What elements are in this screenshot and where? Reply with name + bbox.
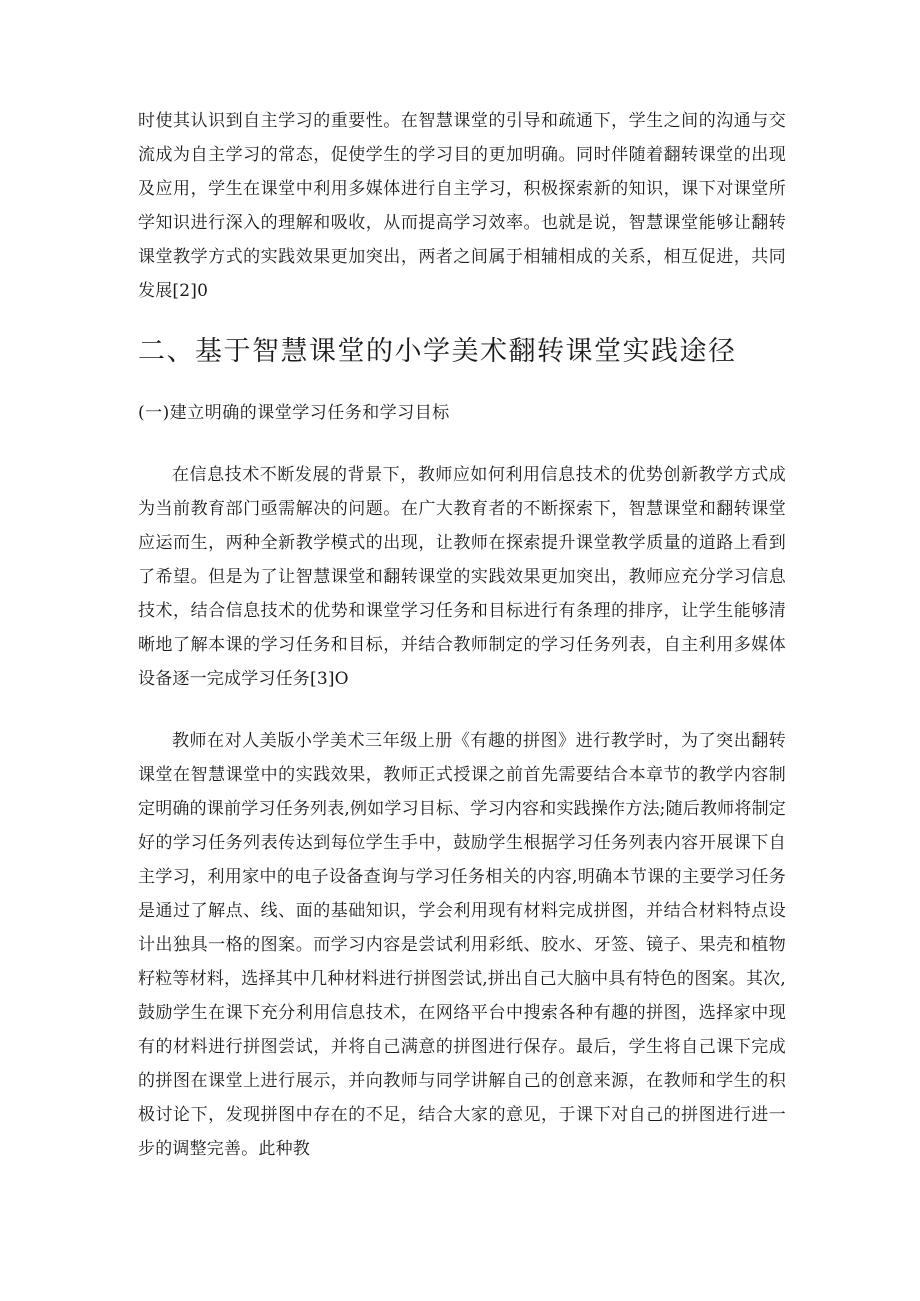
body-paragraph-1: 在信息技术不断发展的背景下，教师应如何利用信息技术的优势创新教学方式成为当前教育部门亟需解决的问题。在广大教育者的不断探索下，智慧课堂和翻转课堂应运而生，两种全新教学模式的出现，让教师在探索提升课堂教学质量的道路上看到了希望。但是为了让智慧课堂和翻转课堂的实践效果更加突出，教师应充分学习信息技术，结合信息技术的优势和课堂学习任务和目标进行有条理的排序，让学生能够清晰地了解本课的学习任务和目标，并结合教师制定的学习任务列表，自主利用多媒体设备逐一完成学习任务[3]O: [138, 465, 786, 689]
section-heading: 二、基于智慧课堂的小学美术翻转课堂实践途径: [138, 336, 737, 367]
document-page: [138, 104, 786, 1166]
body-paragraph-2: 教师在对人美版小学美术三年级上册《有趣的拼图》进行教学时，为了突出翻转课堂在智慧课堂中的实践效果，教师正式授课之前首先需要结合本章节的教学内容制定明确的课前学习任务列表,例如学习目标、学习内容和实践操作方法;随后教师将制定好的学习任务列表传达到每位学生手中，鼓励学生根据学习任务列表内容开展课下自主学习，利用家中的电子设备查询与学习任务相关的内容,明确本节课的主要学习任务是通过了解点、线、面的基础知识，学会利用现有材料完成拼图，并结合材料特点设计出独具一格的图案。而学习内容是尝试利用彩纸、胶水、牙签、镜子、果壳和植物籽粒等材料，选择其中几种材料进行拼图尝试,拼出自己大脑中具有特色的图案。其次,鼓励学生在课下充分利用信息技术，在网络平台中搜索各种有趣的拼图，选择家中现有的材料进行拼图尝试，并将自己满意的拼图进行保存。最后，学生将自己课下完成的拼图在课堂上进行展示，并向教师与同学讲解自己的创意来源，在教师和学生的积极讨论下，发现拼图中存在的不足，结合大家的意见，于课下对自己的拼图进行进一步的调整完善。此种教: [138, 731, 786, 1159]
subsection-heading: (一)建立明确的课堂学习任务和学习目标: [138, 403, 450, 423]
intro-paragraph: 时使其认识到自主学习的重要性。在智慧课堂的引导和疏通下，学生之间的沟通与交流成为自主学习的常态，促使学生的学习目的更加明确。同时伴随着翻转课堂的出现及应用，学生在课堂中利用多媒体进行自主学习，积极探索新的知识，课下对课堂所学知识进行深入的理解和吸收，从而提高学习效率。也就是说，智慧课堂能够让翻转课堂教学方式的实践效果更加突出，两者之间属于相辅相成的关系，相互促进，共同发展[2]0: [138, 111, 786, 301]
